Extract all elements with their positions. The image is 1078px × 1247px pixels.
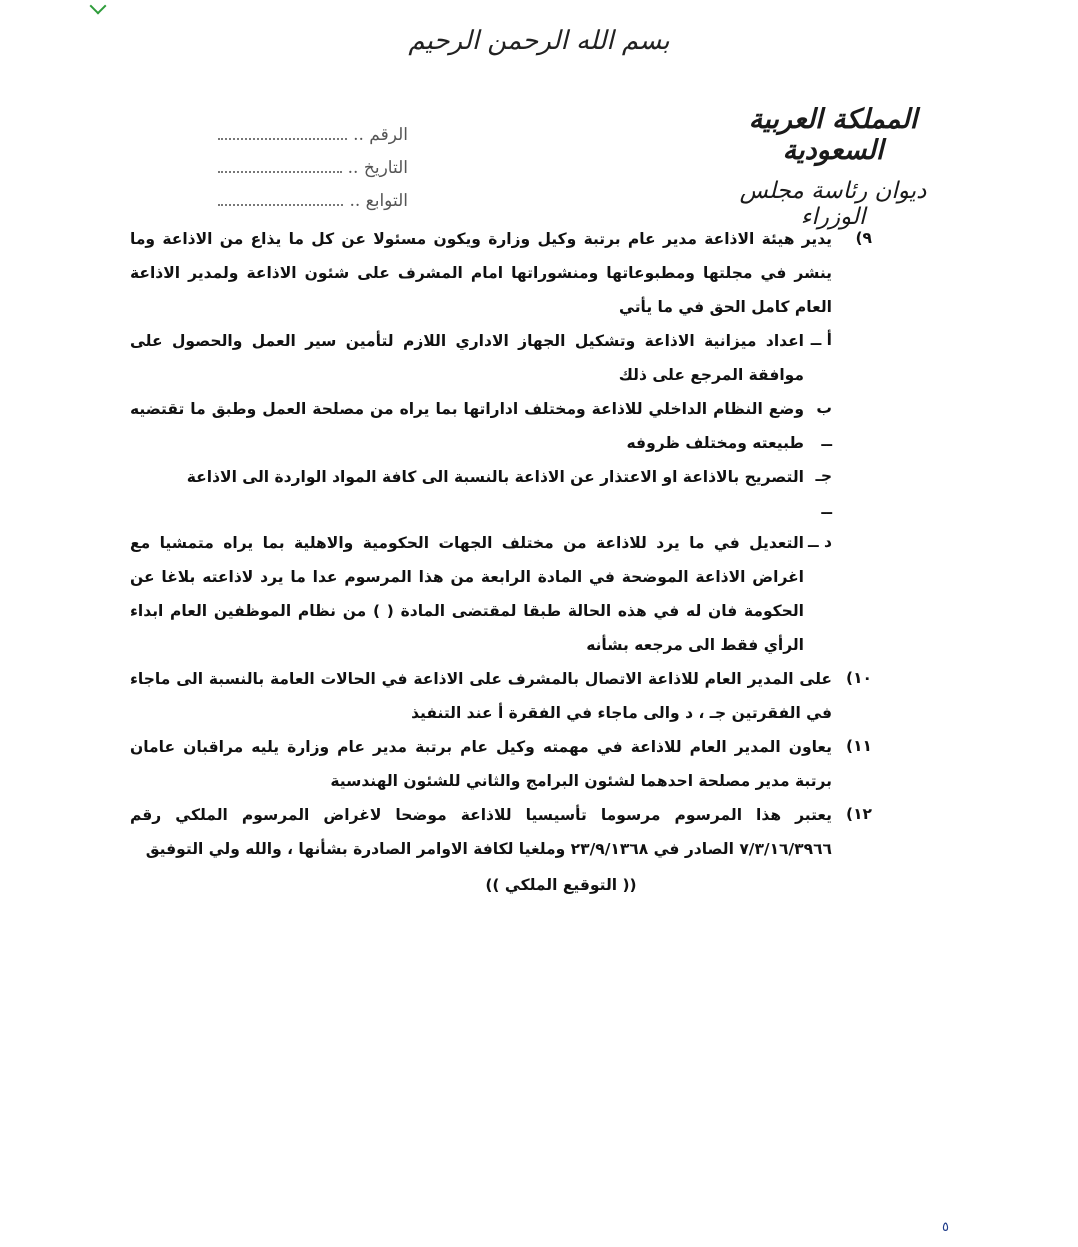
article-12 [130, 798, 872, 866]
clause-text: التصريح بالاذاعة او الاعتذار عن الاذاعة بالنسبة الى كافة المواد الواردة الى الاذاعة [186, 468, 804, 486]
article-number: ٩) [855, 229, 872, 247]
article-9 [130, 222, 872, 324]
corner-check-icon [90, 0, 107, 14]
clause-text: اعداد ميزانية الاذاعة وتشكيل الجهاز الاداري اللازم لتأمين سير العمل والحصول على موافقة المرجع على ذلك [130, 332, 804, 384]
page-mark: ٥ [942, 1220, 949, 1235]
clause-letter: أ ــ [810, 331, 832, 349]
clause-letter: ب ــ [816, 399, 832, 450]
clause-b [130, 392, 832, 460]
article-11 [130, 730, 872, 798]
field-label: التاريخ .. [347, 158, 408, 178]
clause-letter: د ــ [808, 533, 832, 551]
letterhead-kingdom: المملكة العربية السعودية [748, 104, 918, 166]
clause-a [130, 324, 832, 392]
clause-text: وضع النظام الداخلي للاذاعة ومختلف اداراتها بما يراه من مصلحة العمل وطبق ما تقتضيه طبيعته ومختلف ظروفه [130, 400, 804, 452]
basmala: بسم الله الرحمن الرحيم [408, 26, 670, 56]
article-number: ١١) [845, 737, 872, 755]
dotted-line [218, 138, 347, 140]
article-text: يعتبر هذا المرسوم مرسوما تأسيسيا للاذاعة موضحا لاغراض المرسوم الملكي رقم ٧/٣/١٦/٣٩٦٦ الصادر في ٢٣/٩/١٣٦٨ وملغيا لكافة الاوامر الصادرة بشأنها ، والله ولي التوفيق [130, 806, 832, 858]
field-label: الرقم .. [353, 125, 408, 145]
article-number: ١٠) [845, 669, 872, 687]
document-body [130, 222, 872, 902]
letterhead-emblem [738, 104, 928, 230]
letterhead-cabinet: ديوان رئاسة مجلس الوزراء [739, 178, 927, 230]
article-text: يدير هيئة الاذاعة مدير عام برتبة وكيل وزارة ويكون مسئولا عن كل ما يذاع من الاذاعة وما ينشر في مجلتها ومطبوعاتها ومنشوراتها امام المشرف على شئون الاذاعة ولمدير الاذاعة العام كامل الحق في ما يأتي [130, 230, 832, 316]
article-number: ١٢) [845, 805, 872, 823]
clause-letter: جـ ــ [815, 467, 832, 518]
clause-d [130, 526, 832, 662]
date-field [218, 145, 408, 178]
article-text: يعاون المدير العام للاذاعة في مهمته وكيل عام برتبة مدير عام وزارة يليه مراقبان عامان برتبة مدير مصلحة احدهما لشئون البرامج والثاني للشئون الهندسية [130, 738, 832, 790]
clause-text: التعديل في ما يرد للاذاعة من مختلف الجهات الحكومية والاهلية بما يراه متمشيا مع اغراض الاذاعة الموضحة في المادة الرابعة من هذا المرسوم عدا ما يرد لاذاعته بلاغا عن الحكومة فان له في هذه الحالة طبقا لمقتضى المادة ( ) من نظام الموظفين العام ابداء الرأي فقط الى مرجعه بشأنه [130, 534, 804, 654]
reference-number-field [218, 112, 408, 145]
article-10 [130, 662, 872, 730]
article-text: على المدير العام للاذاعة الاتصال بالمشرف على الاذاعة في الحالات العامة بالنسبة الى ماجاء في الفقرتين جـ ، د والى ماجاء في الفقرة أ عند التنفيذ [130, 670, 832, 722]
field-label: التوابع .. [349, 191, 408, 211]
dotted-line [218, 171, 342, 173]
attachments-field [218, 178, 408, 211]
reference-fields [218, 112, 408, 211]
royal-signature: (( التوقيع الملكي )) [485, 876, 637, 894]
dotted-line [218, 204, 343, 206]
clause-c [130, 460, 832, 526]
